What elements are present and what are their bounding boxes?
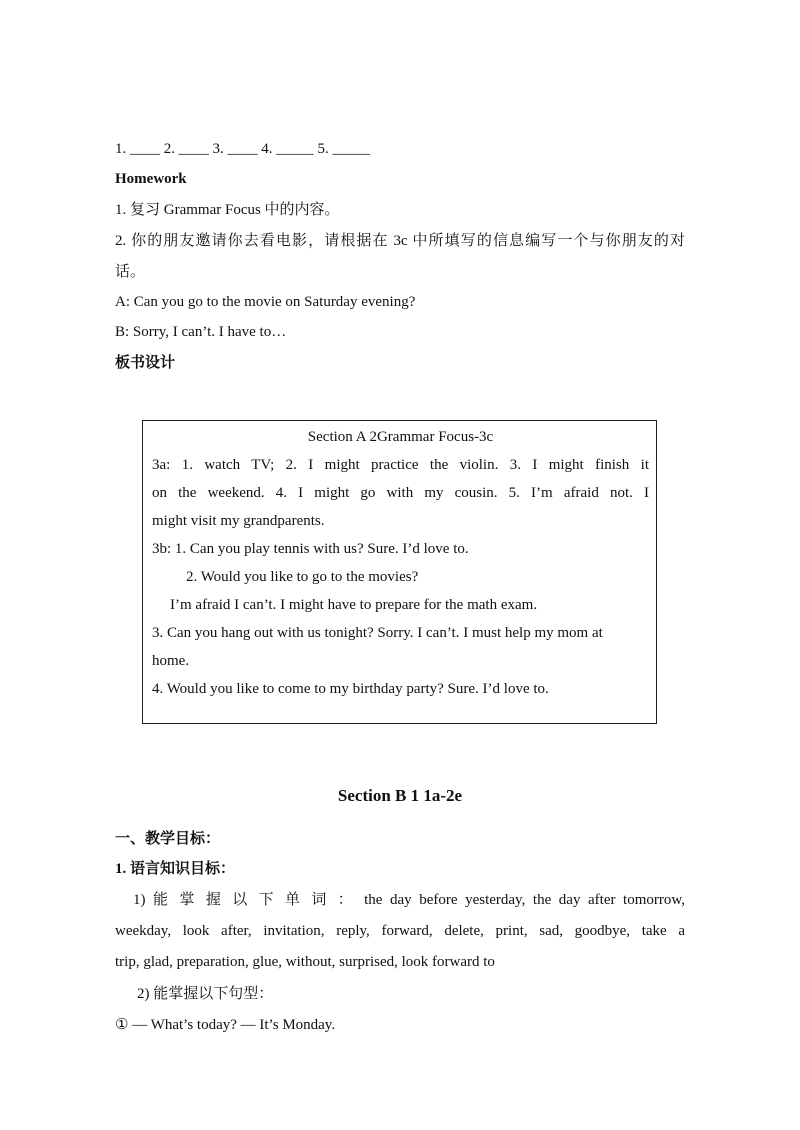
example-sentence-1: ① — What’s today? — It’s Monday. bbox=[115, 1017, 336, 1033]
dialog-line-a: A: Can you go to the movie on Saturday evening? bbox=[115, 294, 416, 310]
knowledge-objectives-heading: 1. 语言知识目标： bbox=[115, 861, 236, 877]
board-3b-line-2: 2. Would you like to go to the movies? bbox=[186, 569, 419, 585]
board-design-box bbox=[142, 420, 657, 724]
sentence-patterns-heading: 2) 能掌握以下句型： bbox=[137, 986, 274, 1002]
vocab-line-2: weekday, look after, invitation, reply, forward, delete, print, sad, goodbye, take a bbox=[115, 923, 685, 939]
objectives-heading: 一、教学目标： bbox=[115, 831, 221, 847]
board-item-4: 4. Would you like to come to my birthday party? Sure. I’d love to. bbox=[152, 681, 549, 697]
homework-item-2-line-1: 2. 你的朋友邀请你去看电影，请根据在 3c 中所填写的信息编写一个与你朋友的对 bbox=[115, 233, 685, 249]
board-3a-line-2: on the weekend. 4. I might go with my cousin. 5. I’m afraid not. I bbox=[152, 485, 649, 501]
board-item-3-line-2: home. bbox=[152, 653, 190, 669]
blanks-line: 1. ____ 2. ____ 3. ____ 4. _____ 5. _____ bbox=[115, 141, 370, 157]
board-design-heading: 板书设计 bbox=[115, 355, 176, 371]
board-3b-line-1: 3b: 1. Can you play tennis with us? Sure. I’d love to. bbox=[152, 541, 469, 557]
homework-heading: Homework bbox=[115, 171, 187, 187]
board-3a-line-3: might visit my grandparents. bbox=[152, 513, 325, 529]
section-b-title: Section B 1 1a-2e bbox=[337, 786, 463, 805]
board-item-3-line-1: 3. Can you hang out with us tonight? Sorry. I can’t. I must help my mom at bbox=[152, 625, 603, 641]
board-title: Section A 2Grammar Focus-3c bbox=[307, 429, 494, 445]
board-3a-line-1: 3a: 1. watch TV; 2. I might practice the violin. 3. I might finish it bbox=[152, 457, 649, 473]
homework-item-2-line-2: 话。 bbox=[115, 264, 146, 280]
dialog-line-b: B: Sorry, I can’t. I have to… bbox=[115, 324, 287, 340]
board-3b-line-3: I’m afraid I can’t. I might have to prepare for the math exam. bbox=[170, 597, 538, 613]
vocab-line-1: 1) 能 掌 握 以 下 单 词 ： the day before yesterday, the day after tomorrow, bbox=[133, 892, 685, 908]
homework-item-1: 1. 复习 Grammar Focus 中的内容。 bbox=[115, 202, 340, 218]
vocab-line-3: trip, glad, preparation, glue, without, surprised, look forward to bbox=[115, 954, 495, 970]
